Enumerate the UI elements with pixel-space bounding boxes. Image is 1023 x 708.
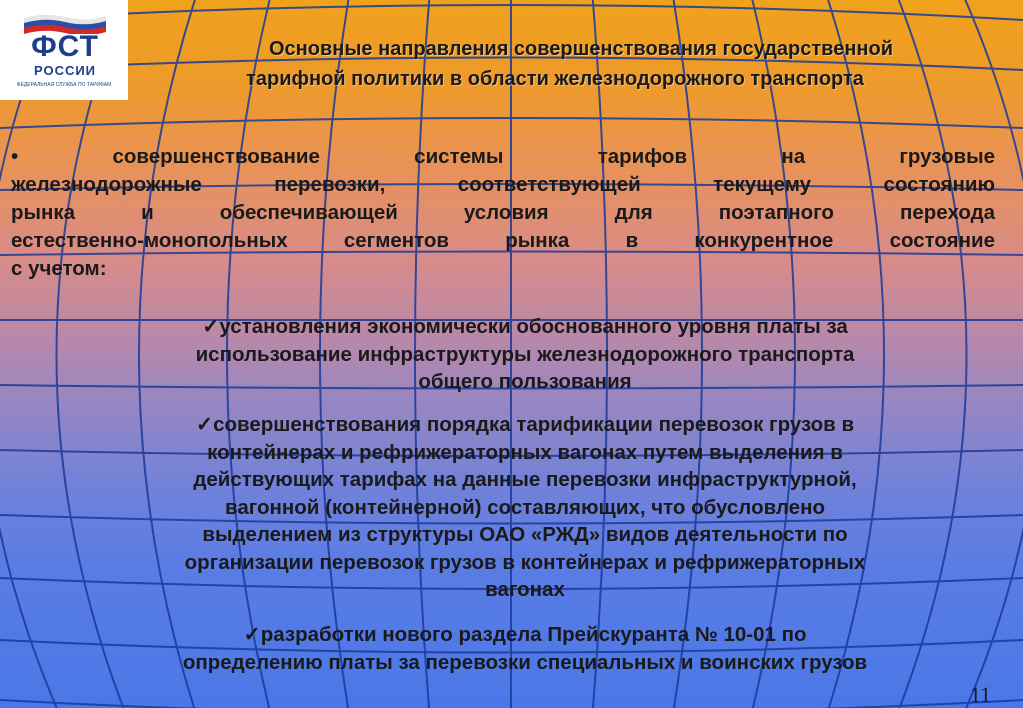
sub-item-line: ✓разработки нового раздела Прейскуранта № 10-01 по (243, 623, 807, 646)
sub-item-line: выделением из структуры ОАО «РЖД» видов деятельности по (202, 523, 848, 546)
logo-tagline: ФЕДЕРАЛЬНАЯ СЛУЖБА ПО ТАРИФАМ (16, 82, 112, 88)
main-bullet-line: естественно-монопольных сегментов рынка в конкурентное состояние (11, 229, 995, 252)
slide-title (140, 34, 1020, 94)
main-bullet (11, 143, 995, 283)
checkmark-icon: ✓ (202, 315, 220, 338)
sub-item-line: ✓совершенствования порядка тарификации перевозок грузов в (195, 413, 855, 436)
main-bullet-line: рынка и обеспечивающей условия для поэтапного перехода (11, 201, 995, 224)
checkmark-icon: ✓ (243, 623, 261, 646)
sub-item-line: вагонах (485, 578, 565, 601)
sub-item-line: действующих тарифах на данные перевозки инфраструктурной, (193, 468, 857, 491)
title-line-2: тарифной политики в области железнодорожного транспорта (246, 68, 864, 90)
logo-abbreviation: ФСТ (31, 30, 99, 63)
sub-item-line: общего пользования (418, 370, 632, 393)
sub-item-line: ✓установления экономически обоснованного уровня платы за (202, 315, 848, 338)
sub-item-line: контейнерах и рефрижераторных вагонах путем выделения в (207, 440, 843, 464)
logo-country: РОССИИ (33, 63, 97, 78)
main-bullet-line: железнодорожные перевозки, соответствующей текущему состоянию (11, 173, 995, 196)
main-bullet-text: совершенствование системы тарифов на грузовые (112, 145, 995, 168)
sub-item-line: использование инфраструктуры железнодорожного транспорта (195, 342, 855, 366)
checkmark-icon: ✓ (195, 413, 214, 436)
sub-item-line: организации перевозок грузов в контейнерах и рефрижераторных (184, 550, 866, 574)
main-bullet-line (11, 143, 995, 171)
sub-item-container-tariffs (50, 411, 1000, 604)
sub-item-line: определению платы за перевозки специальных и воинских грузов (182, 650, 868, 674)
sub-item-price-list (50, 621, 1000, 676)
title-line-1: Основные направления совершенствования государственной (269, 38, 893, 60)
sub-item-line: вагонной (контейнерной) составляющих, что обусловлено (225, 495, 825, 519)
bullet-marker: • (11, 145, 19, 168)
main-bullet-line: с учетом: (11, 257, 107, 280)
page-number: 11 (969, 682, 991, 707)
sub-item-infrastructure-fee (50, 313, 1000, 396)
